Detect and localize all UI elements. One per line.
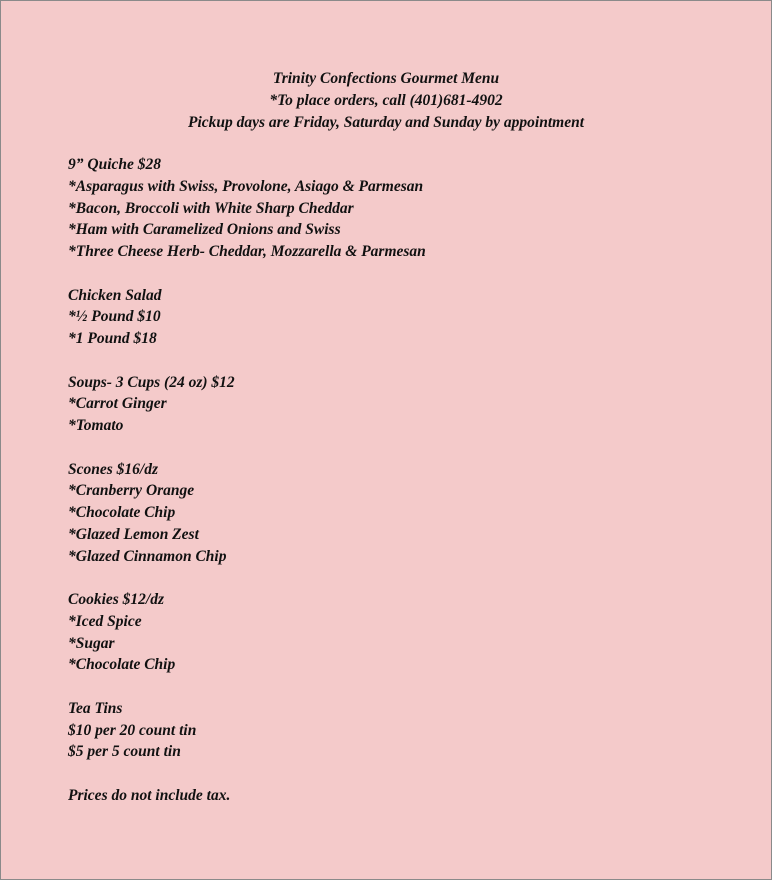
tax-note: Prices do not include tax. bbox=[68, 786, 231, 804]
menu-item: *Glazed Cinnamon Chip bbox=[68, 547, 227, 565]
menu-item: *Sugar bbox=[68, 634, 115, 652]
pickup-days-line: Pickup days are Friday, Saturday and Sunday by appointment bbox=[188, 114, 584, 131]
menu-item: *Bacon, Broccoli with White Sharp Cheddar bbox=[68, 199, 354, 217]
chicken-salad-section bbox=[68, 285, 748, 350]
menu-item: *Iced Spice bbox=[68, 612, 142, 630]
menu-item: *Ham with Caramelized Onions and Swiss bbox=[68, 221, 341, 239]
section-heading: Chicken Salad bbox=[68, 286, 162, 304]
menu-item: *Glazed Lemon Zest bbox=[68, 525, 199, 543]
menu-item: *Three Cheese Herb- Cheddar, Mozzarella & Parmesan bbox=[68, 243, 426, 260]
tea-tins-section bbox=[68, 698, 748, 763]
menu-body bbox=[68, 154, 748, 807]
menu-item: *½ Pound $10 bbox=[68, 308, 161, 326]
menu-header bbox=[1, 68, 771, 134]
menu-item: *Chocolate Chip bbox=[68, 656, 176, 674]
section-heading: Soups- 3 Cups (24 oz) $12 bbox=[68, 373, 235, 391]
soups-section bbox=[68, 372, 748, 437]
scones-section bbox=[68, 459, 748, 568]
menu-item: $5 per 5 count tin bbox=[68, 743, 181, 761]
cookies-section bbox=[68, 589, 748, 676]
section-heading: Cookies $12/dz bbox=[68, 591, 165, 608]
menu-item: *Chocolate Chip bbox=[68, 504, 176, 521]
menu-item: *Tomato bbox=[68, 417, 124, 434]
menu-item: *Asparagus with Swiss, Provolone, Asiago & Parmesan bbox=[68, 177, 424, 195]
menu-item: $10 per 20 count tin bbox=[68, 721, 197, 739]
section-heading: Scones $16/dz bbox=[68, 460, 158, 478]
section-heading: Tea Tins bbox=[68, 699, 123, 717]
section-heading: 9” Quiche $28 bbox=[68, 156, 161, 173]
order-phone-line: *To place orders, call (401)681-4902 bbox=[269, 92, 503, 109]
menu-item: *Cranberry Orange bbox=[68, 482, 195, 500]
menu-title: Trinity Confections Gourmet Menu bbox=[272, 70, 500, 87]
menu-item: *Carrot Ginger bbox=[68, 395, 167, 413]
quiche-section bbox=[68, 154, 748, 263]
menu-item: *1 Pound $18 bbox=[68, 330, 157, 347]
